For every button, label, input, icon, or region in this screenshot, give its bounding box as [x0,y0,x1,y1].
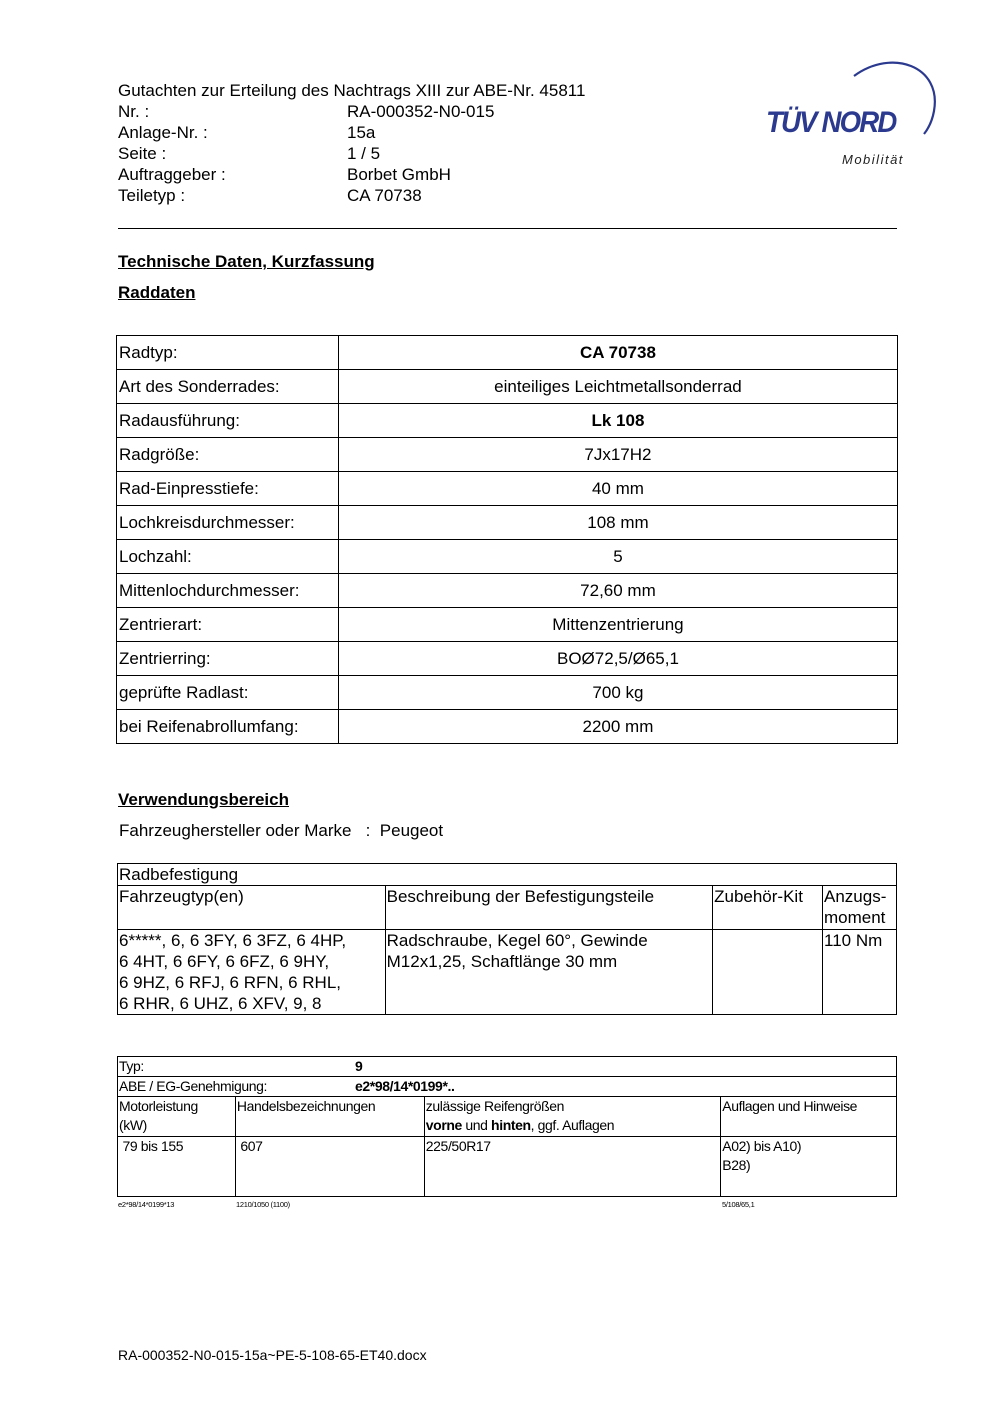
row-value: 5 [338,540,897,574]
raddaten-table [116,335,898,744]
header-value: Borbet GmbH [347,165,451,184]
row-value: BOØ72,5/Ø65,1 [338,642,897,676]
header-label: Nr. : [118,102,150,121]
small-ref-abe: e2*98/14*0199*13 [118,1200,175,1209]
cell-auflagen: A02) bis A10) B28) [721,1137,897,1197]
row-value: Mittenzentrierung [338,608,897,642]
document-title: Gutachten zur Erteilung des Nachtrags XIII zur ABE-Nr. 45811 [118,81,586,100]
table-row [117,472,898,506]
header-divider [118,228,897,229]
header-anzugsmoment: Anzugs- moment [823,886,897,930]
tuv-nord-logo [762,56,942,176]
header-value: RA-000352-N0-015 [347,102,495,121]
row-label: Radtyp: [117,336,339,370]
row-value: 108 mm [338,506,897,540]
row-value: 700 kg [338,676,897,710]
typ-header-row [118,1097,897,1137]
befestigung-title: Radbefestigung [118,864,897,886]
table-row [117,506,898,540]
row-label: Lochzahl: [117,540,339,574]
table-row [117,540,898,574]
row-label: bei Reifenabrollumfang: [117,710,339,744]
row-value: 7Jx17H2 [338,438,897,472]
typ-value: 9 [355,1058,363,1074]
small-ref-mass: 1210/1050 (1100) [236,1200,290,1209]
table-row [117,676,898,710]
logo-sub: Mobilität [842,152,904,167]
row-label: Radausführung: [117,404,339,438]
section-tech-title: Technische Daten, Kurzfassung [118,252,375,271]
typ-table [117,1056,897,1197]
footer-filename: RA-000352-N0-015-15a~PE-5-108-65-ET40.docx [118,1347,427,1363]
reifen-rest: , ggf. Auflagen [530,1117,615,1133]
table-row [117,336,898,370]
row-value: 2200 mm [338,710,897,744]
table-row [118,1137,897,1197]
typ-cell [118,1057,897,1077]
table-title-row [118,864,897,886]
row-value: 72,60 mm [338,574,897,608]
row-label: geprüfte Radlast: [117,676,339,710]
section-raddaten-title: Raddaten [118,283,196,302]
reifen-vorne: vorne [425,1117,462,1133]
header-reifengroessen [424,1097,720,1137]
table-header-row [118,886,897,930]
abe-cell [118,1077,897,1097]
abe-row [118,1077,897,1097]
header-label: Auftraggeber : [118,165,226,184]
cell-zubehoer-kit [713,930,823,1015]
cell-motorleistung: 79 bis 155 [118,1137,236,1197]
row-value: 40 mm [338,472,897,506]
cell-anzugsmoment: 110 Nm [823,930,897,1015]
cell-beschreibung: Radschraube, Kegel 60°, Gewinde M12x1,25, Schaftlänge 30 mm [385,930,712,1015]
row-value: einteiliges Leichtmetallsonderrad [338,370,897,404]
cell-fahrzeugtypen: 6*****, 6, 6 3FY, 6 3FZ, 6 4HP, 6 4HT, 6 6FY, 6 6FZ, 6 9HY, 6 9HZ, 6 RFJ, 6 RFN, 6 RHL, 6 RHR, 6 UHZ, 6 XFV, 9, 8 [118,930,386,1015]
row-label: Rad-Einpresstiefe: [117,472,339,506]
header-beschreibung: Beschreibung der Befestigungsteile [385,886,712,930]
abe-label: ABE / EG-Genehmigung: [119,1078,268,1094]
table-row [117,710,898,744]
table-row [117,608,898,642]
row-value: Lk 108 [338,404,897,438]
header-handelsbezeichnungen: Handelsbezeichnungen [235,1097,424,1137]
header-label: Teiletyp : [118,186,186,205]
reifen-und: und [461,1117,492,1133]
logo-brand: TÜV NORD [766,106,896,139]
header-value: 1 / 5 [347,144,381,163]
table-row [117,404,898,438]
fahrzeughersteller: Fahrzeughersteller oder Marke : Peugeot [119,821,444,840]
typ-row [118,1057,897,1077]
row-label: Art des Sonderrades: [117,370,339,404]
row-value: CA 70738 [338,336,897,370]
table-row [118,930,897,1015]
reifen-header-line1: zulässige Reifengrößen [425,1098,565,1114]
header-fahrzeugtypen: Fahrzeugtyp(en) [118,886,386,930]
header-label: Anlage-Nr. : [118,123,208,142]
abe-value: e2*98/14*0199*.. [355,1078,455,1094]
row-label: Radgröße: [117,438,339,472]
header-value: 15a [347,123,376,142]
small-ref-lk: 5/108/65,1 [722,1200,755,1209]
table-row [117,574,898,608]
cell-handelsbezeichnungen: 607 [235,1137,424,1197]
befestigung-table [117,863,897,1015]
header-auflagen: Auflagen und Hinweise [721,1097,897,1137]
row-label: Lochkreisdurchmesser: [117,506,339,540]
typ-label: Typ: [119,1058,144,1074]
row-label: Mittenlochdurchmesser: [117,574,339,608]
table-row [117,370,898,404]
table-row [117,642,898,676]
cell-reifengroessen: 225/50R17 [424,1137,720,1197]
header-motorleistung: Motorleistung (kW) [118,1097,236,1137]
table-row [117,438,898,472]
header-label: Seite : [118,144,167,163]
section-verwendung-title: Verwendungsbereich [118,790,289,809]
reifen-hinten: hinten [491,1117,531,1133]
row-label: Zentrierart: [117,608,339,642]
row-label: Zentrierring: [117,642,339,676]
header-value: CA 70738 [347,186,422,205]
header-zubehoer-kit: Zubehör-Kit [713,886,823,930]
